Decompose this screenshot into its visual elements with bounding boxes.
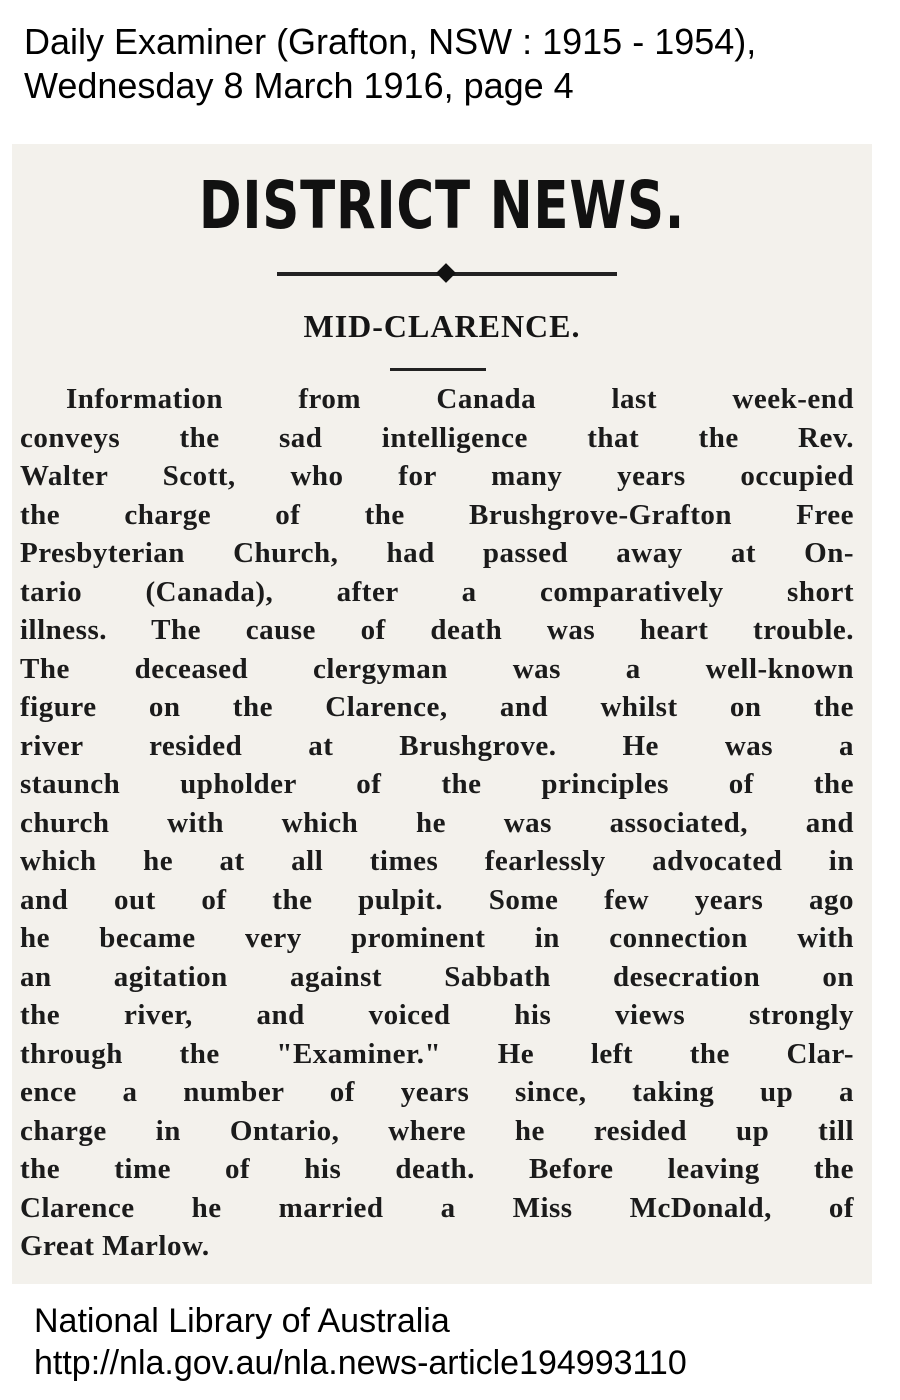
citation-source: National Library of Australia xyxy=(34,1302,450,1340)
article-line: tario (Canada), after a comparatively short xyxy=(20,575,854,608)
article-line: Great Marlow. xyxy=(20,1230,210,1262)
citation-publication: Daily Examiner (Grafton, NSW : 1915 - 1954), xyxy=(24,21,757,62)
citation-footer xyxy=(34,1300,687,1384)
article-line: the time of his death. Before leaving the xyxy=(20,1153,854,1185)
article-line: Information from Canada last week-end xyxy=(66,383,854,415)
ornament-diamond xyxy=(436,263,456,283)
article-line: an agitation against Sabbath desecration on xyxy=(20,960,854,993)
citation-header xyxy=(24,20,756,108)
masthead-title: DISTRICT NEWS. xyxy=(198,167,686,244)
article-line: and out of the pulpit. Some few years ago xyxy=(20,883,854,916)
article-line: church with which he was associated, and xyxy=(20,806,854,839)
article-line: Presbyterian Church, had passed away at On- xyxy=(20,537,854,569)
article-line: charge in Ontario, where he resided up till xyxy=(20,1114,854,1147)
article-body xyxy=(12,380,872,1266)
article-line: illness. The cause of death was heart trouble. xyxy=(20,614,854,646)
article-line: Clarence he married a Miss McDonald, of xyxy=(20,1191,854,1224)
article-line: the river, and voiced his views strongly xyxy=(20,999,854,1031)
citation-date: Wednesday 8 March 1916, page 4 xyxy=(24,65,574,106)
section-heading: MID-CLARENCE. xyxy=(303,308,581,344)
article-line: river resided at Brushgrove. He was a xyxy=(20,729,854,762)
article-line: through the "Examiner." He left the Clar- xyxy=(20,1037,854,1070)
article-line: staunch upholder of the principles of the xyxy=(20,768,854,800)
article-line: The deceased clergyman was a well-known xyxy=(20,652,854,685)
citation-url[interactable]: http://nla.gov.au/nla.news-article194993110 xyxy=(34,1344,687,1382)
article-line: the charge of the Brushgrove-Grafton Free xyxy=(20,498,854,531)
article-line: he became very prominent in connection with xyxy=(20,922,854,954)
article-line: ence a number of years since, taking up a xyxy=(20,1076,854,1108)
section-rule xyxy=(390,368,486,371)
article-line: Walter Scott, who for many years occupied xyxy=(20,460,854,492)
newspaper-clipping xyxy=(12,144,872,1284)
article-line: which he at all times fearlessly advocated in xyxy=(20,845,854,877)
article-line: figure on the Clarence, and whilst on the xyxy=(20,691,854,723)
article-line: conveys the sad intelligence that the Rev. xyxy=(20,421,854,454)
